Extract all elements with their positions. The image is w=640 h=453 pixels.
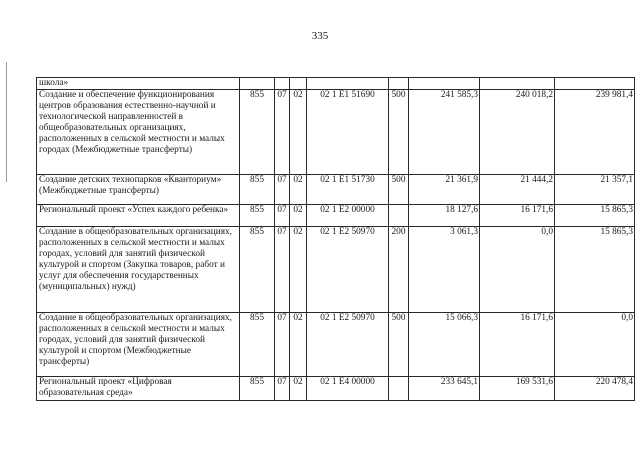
ministry-code: 855 — [240, 90, 275, 175]
amount-year-1: 21 361,9 — [409, 175, 480, 205]
table-row — [37, 175, 635, 205]
ministry-code: 855 — [240, 313, 275, 377]
row-description: Региональный проект «Успех каждого ребенка» — [37, 205, 240, 227]
row-description: Региональный проект «Цифровая образовательная среда» — [37, 377, 240, 401]
section-code: 07 — [275, 90, 290, 175]
amount-year-1: 15 066,3 — [409, 313, 480, 377]
table-row — [37, 227, 635, 313]
subsection-code — [290, 78, 307, 90]
amount-year-2: 169 531,6 — [480, 377, 555, 401]
expense-type-code: 500 — [389, 90, 409, 175]
amount-year-1 — [409, 78, 480, 90]
expense-type-code — [389, 205, 409, 227]
amount-year-3: 239 981,4 — [555, 90, 635, 175]
amount-year-2 — [480, 78, 555, 90]
target-article-code: 02 1 E1 51690 — [307, 90, 389, 175]
amount-year-2: 240 018,2 — [480, 90, 555, 175]
amount-year-3: 21 357,1 — [555, 175, 635, 205]
amount-year-2: 16 171,6 — [480, 313, 555, 377]
row-description: Создание в общеобразовательных организациях, расположенных в сельской местности и малых городах, условий для занятий физической культурой и спортом (Закупка товаров, работ и услуг для обеспечения государственных (муниципальных) нужд) — [37, 227, 240, 313]
target-article-code: 02 1 E2 50970 — [307, 227, 389, 313]
section-code: 07 — [275, 377, 290, 401]
table-row — [37, 313, 635, 377]
expense-type-code: 500 — [389, 313, 409, 377]
binding-edge-line — [6, 62, 7, 182]
target-article-code: 02 1 E2 00000 — [307, 205, 389, 227]
ministry-code: 855 — [240, 175, 275, 205]
amount-year-1: 18 127,6 — [409, 205, 480, 227]
amount-year-2: 16 171,6 — [480, 205, 555, 227]
row-description: школа» — [37, 78, 240, 90]
target-article-code: 02 1 E1 51730 — [307, 175, 389, 205]
amount-year-3: 220 478,4 — [555, 377, 635, 401]
amount-year-1: 241 585,3 — [409, 90, 480, 175]
subsection-code: 02 — [290, 175, 307, 205]
amount-year-3: 15 865,3 — [555, 205, 635, 227]
subsection-code: 02 — [290, 313, 307, 377]
subsection-code: 02 — [290, 205, 307, 227]
budget-table — [36, 77, 635, 401]
table-row — [37, 205, 635, 227]
section-code: 07 — [275, 227, 290, 313]
subsection-code: 02 — [290, 90, 307, 175]
row-description: Создание детских технопарков «Кванториум» (Межбюджетные трансферты) — [37, 175, 240, 205]
table-row — [37, 377, 635, 401]
table-row — [37, 90, 635, 175]
section-code: 07 — [275, 313, 290, 377]
expense-type-code — [389, 78, 409, 90]
ministry-code: 855 — [240, 227, 275, 313]
section-code — [275, 78, 290, 90]
target-article-code: 02 1 E2 50970 — [307, 313, 389, 377]
subsection-code: 02 — [290, 377, 307, 401]
target-article-code: 02 1 E4 00000 — [307, 377, 389, 401]
expense-type-code: 500 — [389, 175, 409, 205]
amount-year-3 — [555, 78, 635, 90]
section-code: 07 — [275, 175, 290, 205]
ministry-code: 855 — [240, 377, 275, 401]
amount-year-2: 0,0 — [480, 227, 555, 313]
page-number: 335 — [311, 30, 329, 42]
amount-year-3: 15 865,3 — [555, 227, 635, 313]
subsection-code: 02 — [290, 227, 307, 313]
section-code: 07 — [275, 205, 290, 227]
expense-type-code: 200 — [389, 227, 409, 313]
row-description: Создание и обеспечение функционирования центров образования естественно-научной и технологической направленностей в общеобразовательных организациях, расположенных в сельской местности и малых городах (Межбюджетные трансферты) — [37, 90, 240, 175]
ministry-code: 855 — [240, 205, 275, 227]
amount-year-1: 3 061,3 — [409, 227, 480, 313]
amount-year-3: 0,0 — [555, 313, 635, 377]
amount-year-2: 21 444,2 — [480, 175, 555, 205]
row-description: Создание в общеобразовательных организациях, расположенных в сельской местности и малых городах, условий для занятий физической культурой и спортом (Межбюджетные трансферты) — [37, 313, 240, 377]
table-row — [37, 78, 635, 90]
target-article-code — [307, 78, 389, 90]
expense-type-code — [389, 377, 409, 401]
ministry-code — [240, 78, 275, 90]
amount-year-1: 233 645,1 — [409, 377, 480, 401]
